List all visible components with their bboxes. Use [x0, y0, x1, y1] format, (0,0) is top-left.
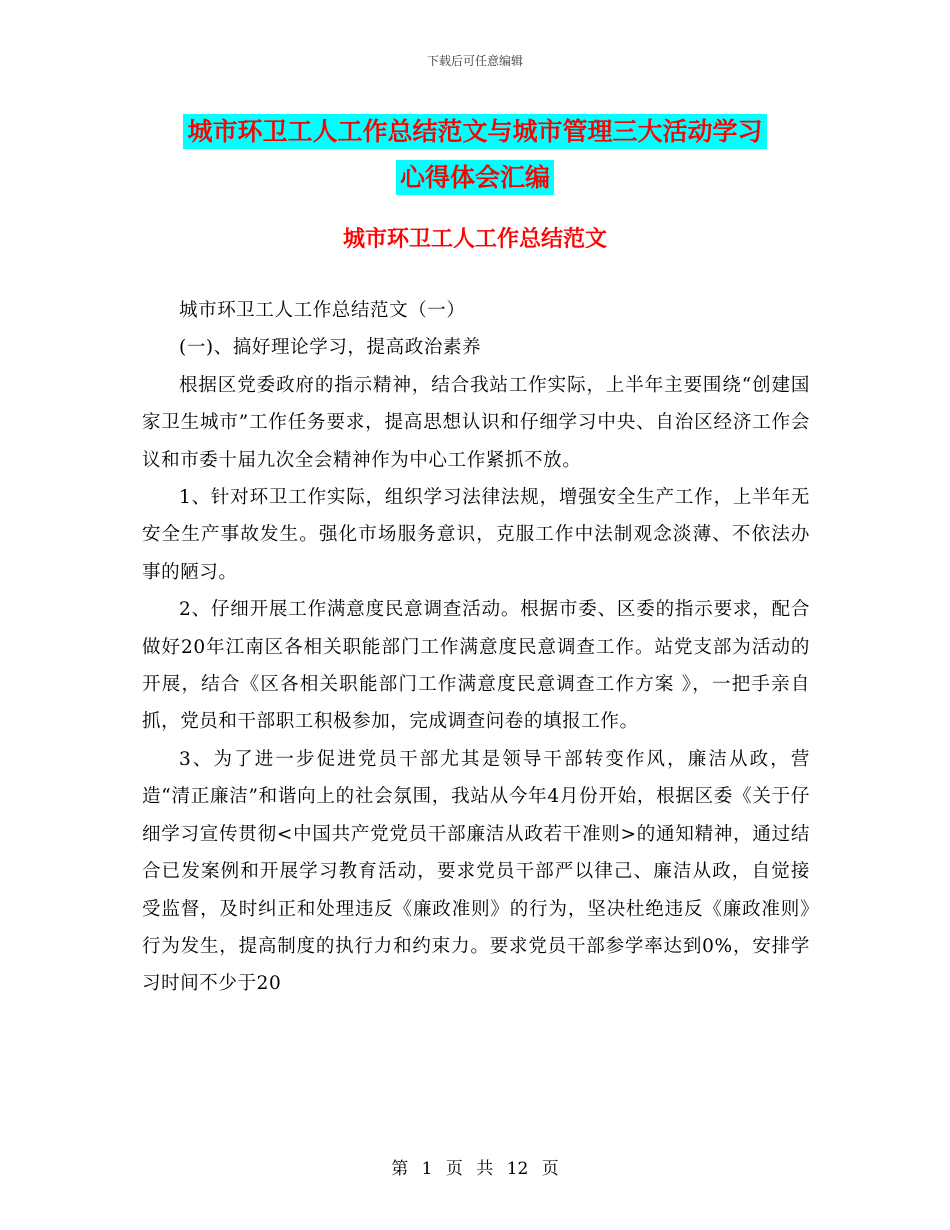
paragraph: 3、为了进一步促进党员干部尤其是领导干部转变作风，廉洁从政，营造“清正廉洁”和谐向上的社会氛围，我站从今年4月份开始，根据区委《关于仔细学习宣传贯彻<中国共产党党员干部廉洁从政若干准则>的通知精神，通过结合已发案例和开展学习教育活动，要求党员干部严以律己、廉洁从政，自觉接受监督，及时纠正和处理违反《廉政准则》的行为，坚决杜绝违反《廉政准则》行为发生，提高制度的执行力和约束力。要求党员干部参学率达到0%，安排学习时间不少于20	[142, 748, 810, 995]
paragraph: 城市环卫工人工作总结范文（一）	[179, 300, 466, 321]
document-title-line-1	[0, 112, 950, 148]
paragraph: 1、针对环卫工作实际，组织学习法律法规，增强安全生产工作，上半年无安全生产事故发生。强化市场服务意识，克服工作中法制观念淡薄、不依法办事的陋习。	[142, 487, 810, 583]
paragraph: (一)、搞好理论学习，提高政治素养	[179, 337, 482, 359]
page-footer: 第 1 页 共 12 页	[391, 1159, 559, 1179]
body-text	[142, 292, 810, 1003]
page-header: 下载后可任意编辑	[426, 54, 523, 68]
document-title-line-2	[0, 158, 950, 194]
document-title-line-2-text: 心得体会汇编	[396, 160, 554, 195]
paragraph: 2、仔细开展工作满意度民意调查活动。根据市委、区委的指示要求，配合做好20年江南区各相关职能部门工作满意度民意调查工作。站党支部为活动的开展，结合《区各相关职能部门工作满意度民意调查工作方案 》，一把手亲自抓，党员和干部职工积极参加，完成调查问卷的填报工作。	[142, 599, 810, 733]
section-title: 城市环卫工人工作总结范文	[342, 227, 607, 252]
document-title-line-1-text: 城市环卫工人工作总结范文与城市管理三大活动学习	[183, 114, 766, 149]
paragraph: 根据区党委政府的指示精神，结合我站工作实际，上半年主要围绕“创建国家卫生城市”工作任务要求，提高思想认识和仔细学习中央、自治区经济工作会议和市委十届九次全会精神作为中心工作紧抓不放。	[142, 374, 810, 471]
